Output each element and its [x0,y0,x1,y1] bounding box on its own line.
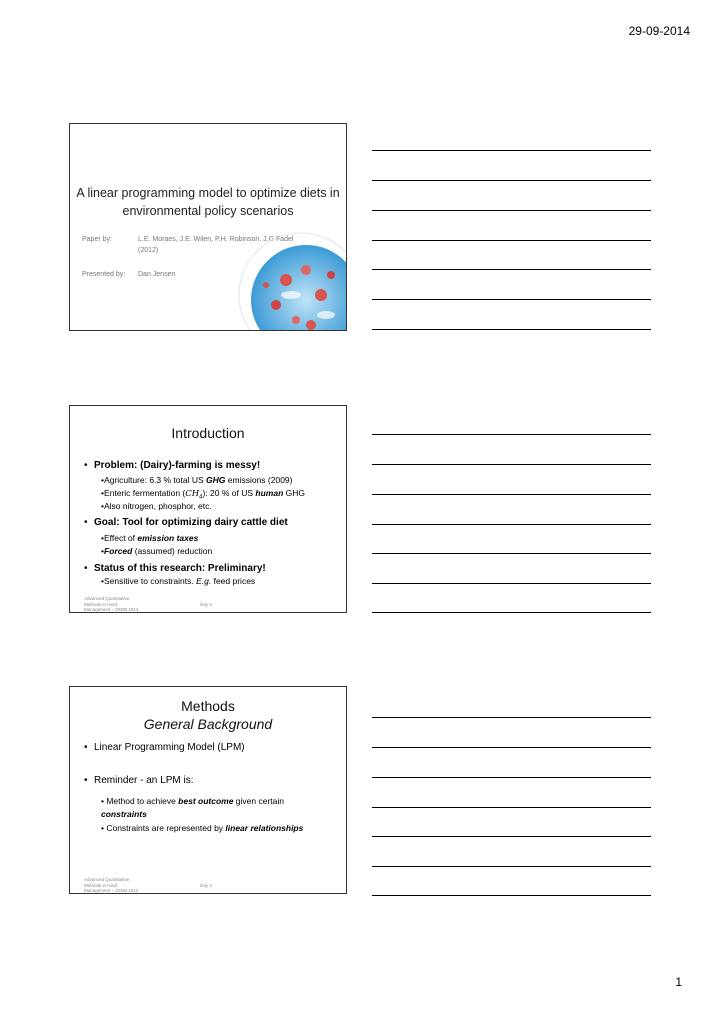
sub-bullet-enteric: •Enteric fermentation $(CH_4)$: 20 % of US human GHG [101,488,306,501]
bullet-lpm: • Linear Programming Model (LPM) [84,742,245,753]
page-date: 29-09-2014 [628,24,690,38]
slide-footer-course: Advanced Quantitative Methods in Herd Management – 2SDB 2014 [84,877,139,893]
slide-footer-course: Advanced Quantitative Methods in Herd Management – 2SDB 2014 [84,596,139,612]
slide-footer-day: Day 3 [200,602,212,607]
decorative-sky-image [236,230,347,331]
sub-bullet-constraints: • Constraints are represented by linear relationships [101,823,304,833]
slide-title [69,123,347,331]
sub-bullet-taxes: •Effect of emission taxes [101,533,199,543]
slide-introduction [69,405,347,613]
sub-bullet-nitrogen: •Also nitrogen, phosphor, etc. [101,501,212,511]
presented-label: Presented by: [82,271,126,278]
paper-label: Paper by: [82,236,112,243]
slide-methods [69,686,347,894]
presentation-title: A linear programming model to optimize diets in environmental policy scenarios [76,186,340,218]
slide-heading: Methods [181,698,235,714]
sub-bullet-forced: •Forced (assumed) reduction [101,546,213,556]
slide-heading: Introduction [171,425,245,441]
bullet-reminder: • Reminder - an LPM is: [84,775,193,786]
sub-bullet-method: • Method to achieve best outcome given certain constraints [101,796,284,819]
slide-subheading: General Background [143,716,273,732]
slide-footer-day: Day 3 [200,883,212,888]
page-number: 1 [675,975,682,989]
presenter-name: Dan Jensen [138,271,176,278]
bullet-goal: • Goal: Tool for optimizing dairy cattle diet [84,517,288,528]
sub-bullet-sensitive: •Sensitive to constraints. E.g. feed prices [101,576,256,586]
paper-authors: L.E. Moraes, J.E. Wilen, P.H. Robinson, J.G Fadel (2012) [138,236,294,254]
bullet-problem: • Problem: (Dairy)-farming is messy! [84,460,260,471]
sub-bullet-agriculture: •Agriculture: 6.3 % total US GHG emissions (2009) [101,475,293,485]
bullet-status: • Status of this research: Preliminary! [84,563,266,574]
